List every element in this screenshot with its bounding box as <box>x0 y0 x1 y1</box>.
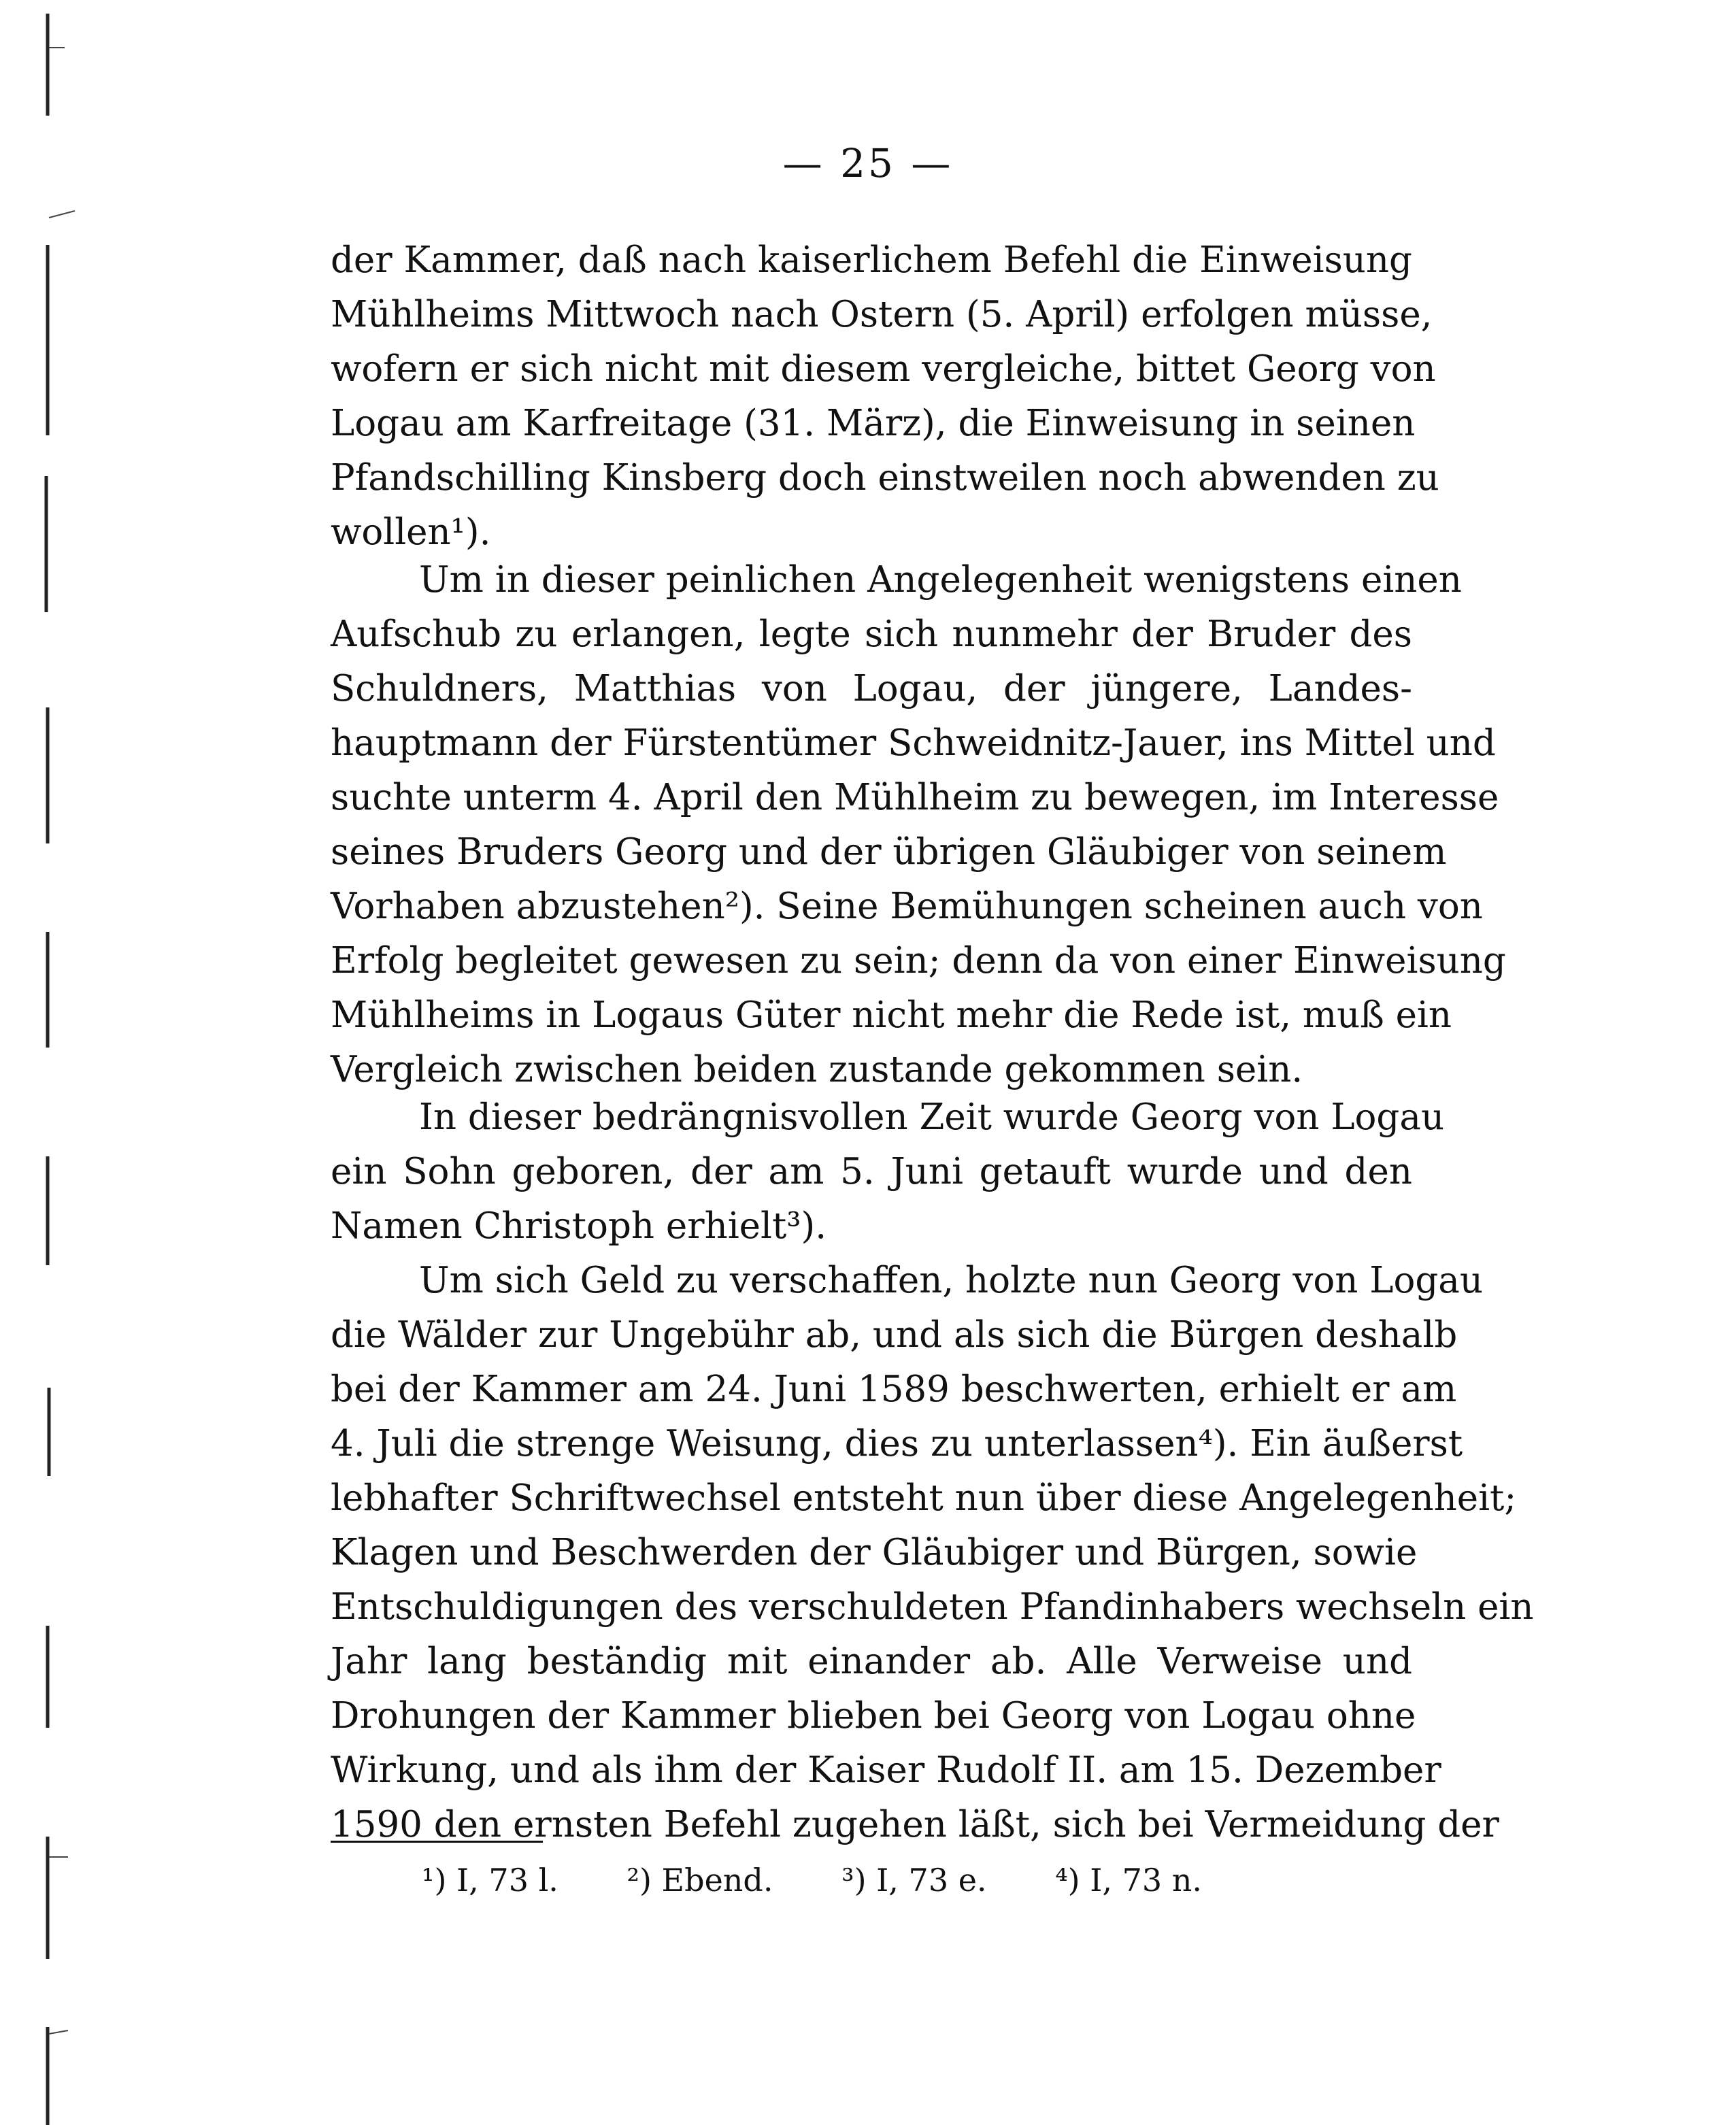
text-line: Aufschub zu erlangen, legte sich nunmehr der Bruder des <box>331 614 1412 655</box>
paragraph-1 <box>331 233 1439 560</box>
paragraph-4 <box>331 1254 1534 1852</box>
text-line: In dieser bedrängnisvollen Zeit wurde Georg von Logau <box>419 1097 1445 1138</box>
text-line: Entschuldigungen des verschuldeten Pfandinhabers wechseln ein <box>331 1586 1534 1628</box>
text-line: seines Bruders Georg und der übrigen Gläubiger von seinem <box>331 831 1447 873</box>
text-line: wollen¹). <box>331 512 491 553</box>
text-line: Jahr lang beständig mit einander ab. Alle Verweise und <box>331 1641 1412 1682</box>
text-line: Erfolg begleitet gewesen zu sein; denn da von einer Einweisung <box>331 940 1506 982</box>
text-line: die Wälder zur Ungebühr ab, und als sich die Bürgen deshalb <box>331 1314 1458 1356</box>
text-line: wofern er sich nicht mit diesem vergleiche, bittet Georg von <box>331 348 1436 390</box>
text-line: Um sich Geld zu verschaffen, holzte nun Georg von Logau <box>419 1260 1484 1301</box>
footnote-4: ⁴) I, 73 n. <box>1055 1862 1203 1898</box>
footnote-1: ¹) I, 73 l. <box>422 1862 558 1898</box>
footnote-2: ²) Ebend. <box>627 1862 773 1898</box>
page-number: — 25 — <box>782 140 954 186</box>
text-line: 4. Juli die strenge Weisung, dies zu unterlassen⁴). Ein äußerst <box>331 1423 1463 1465</box>
text-line: Pfandschilling Kinsberg doch einstweilen noch abwenden zu <box>331 457 1439 499</box>
footnote-3: ³) I, 73 e. <box>841 1862 987 1898</box>
text-line: Vergleich zwischen beiden zustande gekommen sein. <box>331 1049 1303 1090</box>
text-line: Um in dieser peinlichen Angelegenheit wenigstens einen <box>419 559 1462 601</box>
text-line: 1590 den ernsten Befehl zugehen läßt, sich bei Vermeidung der <box>331 1804 1499 1845</box>
text-line: ein Sohn geboren, der am 5. Juni getauft wurde und den <box>331 1151 1412 1192</box>
text-line: Namen Christoph erhielt³). <box>331 1205 827 1247</box>
text-line: Mühlheims Mittwoch nach Ostern (5. April) erfolgen müsse, <box>331 294 1433 335</box>
paragraph-3 <box>331 1090 1445 1254</box>
scan-edge-marks <box>0 0 82 2125</box>
text-line: Wirkung, und als ihm der Kaiser Rudolf II. am 15. Dezember <box>331 1750 1441 1791</box>
text-line: hauptmann der Fürstentümer Schweidnitz-Jauer, ins Mittel und <box>331 722 1496 764</box>
text-line: suchte unterm 4. April den Mühlheim zu bewegen, im Interesse <box>331 777 1499 818</box>
text-line: Drohungen der Kammer blieben bei Georg von Logau ohne <box>331 1695 1416 1737</box>
text-line: Logau am Karfreitage (31. März), die Einweisung in seinen <box>331 403 1416 444</box>
text-line: Mühlheims in Logaus Güter nicht mehr die Rede ist, muß ein <box>331 994 1452 1036</box>
text-line: lebhafter Schriftwechsel entsteht nun über diese Angelegenheit; <box>331 1477 1517 1519</box>
footnotes <box>422 1860 1306 1901</box>
footnote-divider <box>331 1841 543 1843</box>
text-line: Schuldners, Matthias von Logau, der jüngere, Landes- <box>331 668 1412 709</box>
text-line: der Kammer, daß nach kaiserlichem Befehl die Einweisung <box>331 239 1412 281</box>
text-line: bei der Kammer am 24. Juni 1589 beschwerten, erhielt er am <box>331 1369 1457 1410</box>
text-line: Vorhaben abzustehen²). Seine Bemühungen scheinen auch von <box>331 886 1483 927</box>
text-line: Klagen und Beschwerden der Gläubiger und Bürgen, sowie <box>331 1532 1418 1573</box>
paragraph-2 <box>331 553 1506 1097</box>
